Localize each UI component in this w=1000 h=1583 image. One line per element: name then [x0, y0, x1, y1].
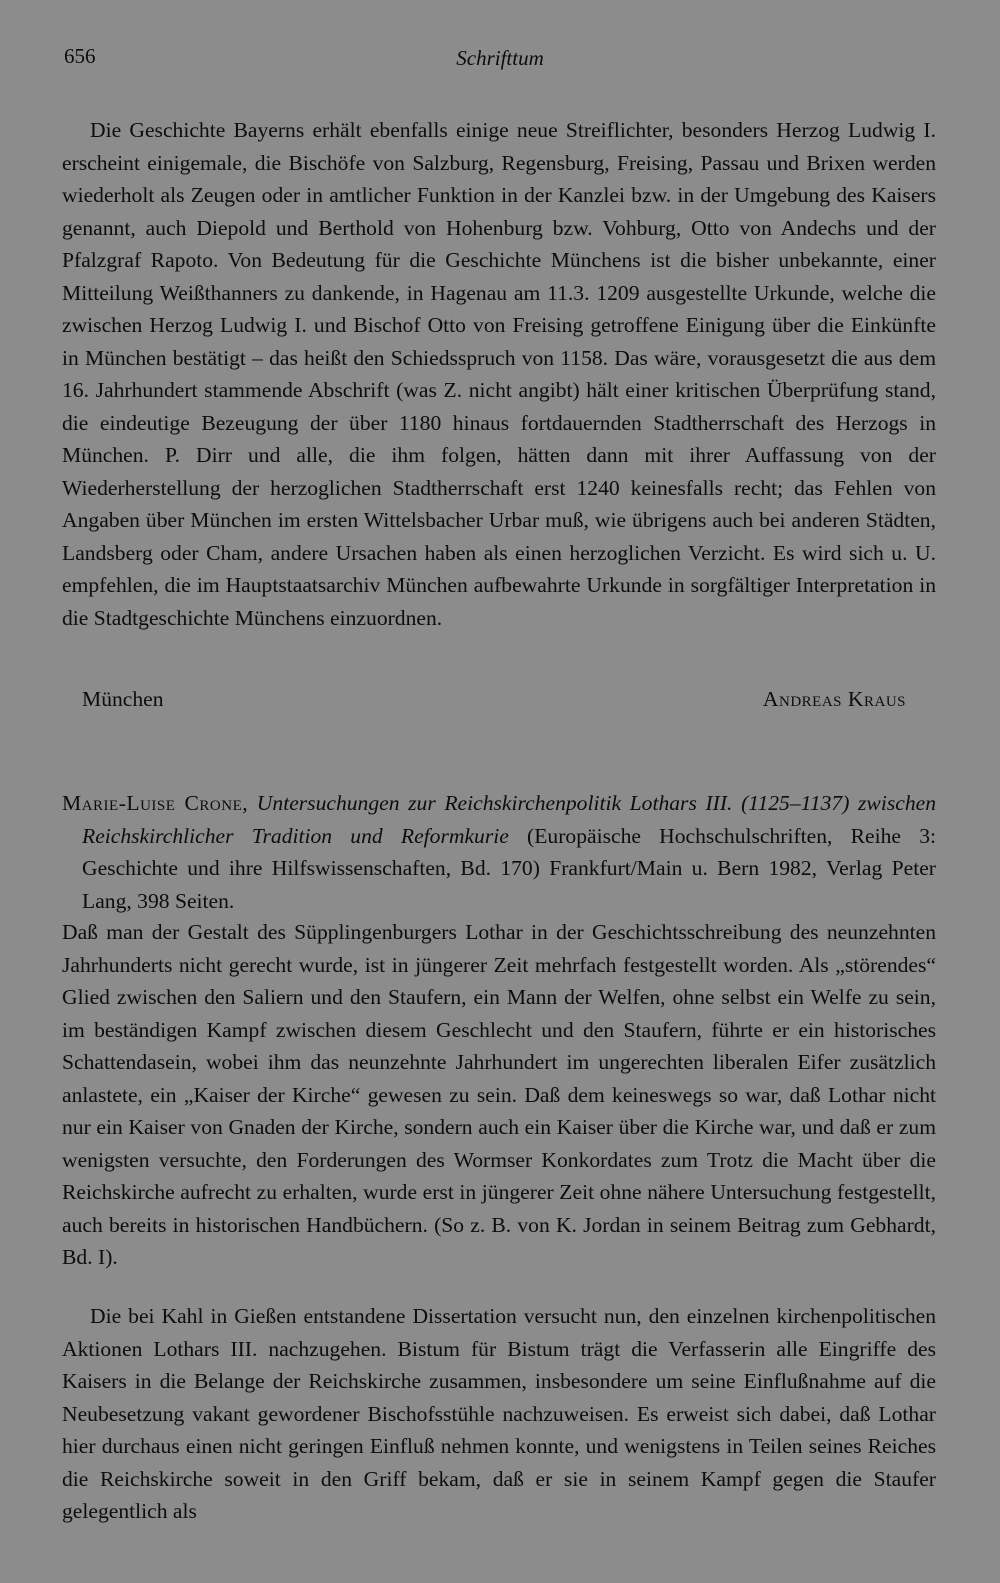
page-number: 656 [64, 44, 96, 68]
review2-author: Marie-Luise Crone, [62, 791, 249, 815]
review2-bibliographic-entry [62, 787, 936, 917]
review1-signature [62, 687, 906, 721]
running-title: Schrifttum [456, 46, 544, 70]
review2-book-title: Untersuchungen zur Reichskirchenpolitik Lothars III. (1125–1137) zwischen Reichskirchlicher Tradition und Reformkurie [82, 791, 937, 848]
review1-paragraph: Die Geschichte Bayerns erhält ebenfalls einige neue Streiflichter, besonders Herzog Ludwig I. erscheint einigemale, die Bischöfe von Salzburg, Regensburg, Freising, Passau und Brixen werden wiederholt als Zeugen oder in amtlicher Funktion in der Kanzlei bzw. in der Umgebung des Kaisers genannt, auch Diepold und Berthold von Hohenburg bzw. Vohburg, Otto von Andechs und der Pfalzgraf Rapoto. Von Bedeutung für die Geschichte Münchens ist die bisher unbekannte, einer Mitteilung Weißthanners zu dankende, in Hagenau am 11.3. 1209 ausgestellte Urkunde, welche die zwischen Herzog Ludwig I. und Bischof Otto von Freising getroffene Einigung über die Einkünfte in München bestätigt – das heißt den Schiedsspruch von 1158. Das wäre, vorausgesetzt die aus dem 16. Jahrhundert stammende Abschrift (was Z. nicht angibt) hält einer kritischen Überprüfung stand, die eindeutige Bezeugung der über 1180 hinaus fortdauernden Stadtherrschaft des Herzogs in München. P. Dirr und alle, die ihm folgen, hätten dann mit ihrer Auffassung von der Wiederherstellung der herzoglichen Stadtherrschaft erst 1240 keinesfalls recht; das Fehlen von Angaben über München im ersten Wittelsbacher Urbar muß, wie übrigens auch bei anderen Städten, Landsberg oder Cham, andere Ursachen haben als einen herzoglichen Verzicht. Es wird sich u. U. empfehlen, die im Hauptstaatsarchiv München aufbewahrte Urkunde in sorgfältiger Interpretation in die Stadtgeschichte Münchens einzuordnen. [62, 118, 936, 630]
review2-paragraph-2: Die bei Kahl in Gießen entstandene Dissertation versucht nun, den einzelnen kirchenpolitischen Aktionen Lothars III. nachzugehen. Bistum für Bistum trägt die Verfasserin alle Eingriffe des Kaisers in die Belange der Reichskirche zusammen, insbesondere um seine Einflußnahme auf die Neubesetzung vakant gewordener Bischofsstühle nachzuweisen. Es erweist sich dabei, daß Lothar hier durchaus einen nicht geringen Einfluß nehmen konnte, und wenigstens in Teilen seines Reiches die Reichskirche soweit in den Griff bekam, daß er sie in seinem Kampf gegen die Staufer gelegentlich als [62, 1304, 936, 1523]
review2-paragraph-1: Daß man der Gestalt des Süpplingenburgers Lothar in der Geschichtsschreibung des neunzehnten Jahrhunderts nicht gerecht wurde, ist in jüngerer Zeit mehrfach festgestellt worden. Als „störendes“ Glied zwischen den Saliern und den Staufern, ein Mann der Welfen, ohne selbst ein Welfe zu sein, im beständigen Kampf zwischen diesem Geschlecht und den Staufern, führte er ein historisches Schattendasein, wobei ihm das neunzehnte Jahrhundert im ungerechten liberalen Eifer zusätzlich anlastete, ein „Kaiser der Kirche“ gewesen zu sein. Daß dem keineswegs so war, daß Lothar nicht nur ein Kaiser von Gnaden der Kirche, sondern auch ein Kaiser über die Kirche war, und daß er zum wenigsten versuchte, den Forderungen des Wormser Konkordates zum Trotz die Macht über die Reichskirche aufrecht zu erhalten, wurde erst in jüngerer Zeit ohne nähere Untersuchung festgestellt, auch bereits in historischen Handbüchern. (So z. B. von K. Jordan in seinem Beitrag zum Gebhardt, Bd. I). [62, 920, 936, 1269]
signature-author: Andreas Kraus [762, 687, 906, 711]
signature-place: München [82, 687, 164, 711]
review2-publication-details: (Europäische Hochschulschriften, Reihe 3: Geschichte und ihre Hilfswissenschaften, Bd. 170) Frankfurt/Main u. Bern 1982, Verlag Peter Lang, 398 Seiten. [82, 823, 936, 913]
page-header [64, 44, 936, 74]
